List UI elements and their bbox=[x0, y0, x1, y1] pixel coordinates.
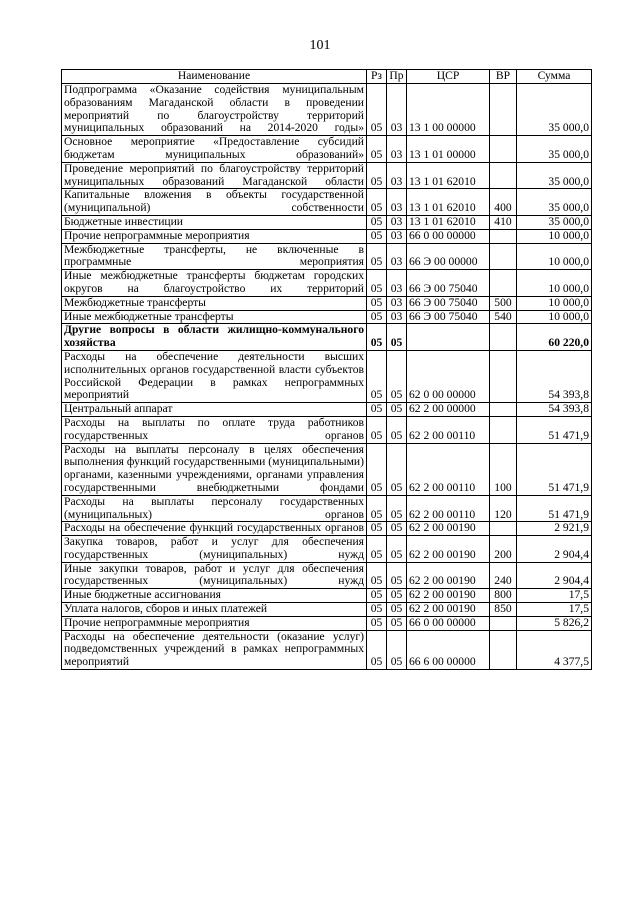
cell-vr bbox=[490, 243, 517, 270]
cell-name: Расходы на выплаты персоналу государственных (муниципальных) органов bbox=[62, 495, 367, 522]
cell-sum: 35 000,0 bbox=[517, 189, 592, 216]
cell-pr: 05 bbox=[387, 536, 407, 563]
cell-rz: 05 bbox=[367, 162, 387, 189]
cell-csr: 66 Э 00 75040 bbox=[407, 310, 490, 324]
cell-vr: 410 bbox=[490, 215, 517, 229]
cell-rz: 05 bbox=[367, 403, 387, 417]
table-row bbox=[62, 403, 592, 417]
cell-csr: 62 2 00 00190 bbox=[407, 536, 490, 563]
cell-sum: 54 393,8 bbox=[517, 350, 592, 402]
cell-name: Основное мероприятие «Предоставление субсидий бюджетам муниципальных образований» bbox=[62, 136, 367, 163]
cell-sum: 51 471,9 bbox=[517, 416, 592, 443]
cell-pr: 05 bbox=[387, 324, 407, 351]
cell-name: Расходы на обеспечение деятельности высших исполнительных органов государственной власти субъектов Российской Федерации в рамках непрограммных мероприятий bbox=[62, 350, 367, 402]
table-row bbox=[62, 84, 592, 136]
table-row bbox=[62, 536, 592, 563]
table-row bbox=[62, 603, 592, 617]
cell-csr: 66 0 00 00000 bbox=[407, 229, 490, 243]
cell-rz: 05 bbox=[367, 495, 387, 522]
cell-csr: 66 0 00 00000 bbox=[407, 616, 490, 630]
cell-vr: 500 bbox=[490, 296, 517, 310]
cell-csr: 62 2 00 00190 bbox=[407, 562, 490, 589]
cell-pr: 05 bbox=[387, 630, 407, 669]
cell-name: Капитальные вложения в объекты государственной (муниципальной) собственности bbox=[62, 189, 367, 216]
cell-rz: 05 bbox=[367, 562, 387, 589]
cell-rz: 05 bbox=[367, 324, 387, 351]
cell-pr: 03 bbox=[387, 243, 407, 270]
cell-rz: 05 bbox=[367, 589, 387, 603]
cell-pr: 05 bbox=[387, 350, 407, 402]
cell-vr bbox=[490, 416, 517, 443]
cell-vr: 120 bbox=[490, 495, 517, 522]
cell-name: Расходы на выплаты по оплате труда работников государственных органов bbox=[62, 416, 367, 443]
table-row bbox=[62, 296, 592, 310]
cell-sum: 60 220,0 bbox=[517, 324, 592, 351]
cell-csr: 62 2 00 00190 bbox=[407, 522, 490, 536]
cell-pr: 03 bbox=[387, 84, 407, 136]
cell-name: Межбюджетные трансферты bbox=[62, 296, 367, 310]
cell-vr bbox=[490, 616, 517, 630]
cell-sum: 51 471,9 bbox=[517, 495, 592, 522]
cell-pr: 05 bbox=[387, 522, 407, 536]
cell-pr: 03 bbox=[387, 296, 407, 310]
table-row bbox=[62, 162, 592, 189]
cell-name: Центральный аппарат bbox=[62, 403, 367, 417]
cell-pr: 05 bbox=[387, 603, 407, 617]
table-row bbox=[62, 522, 592, 536]
header-sum: Сумма bbox=[517, 70, 592, 84]
cell-name: Уплата налогов, сборов и иных платежей bbox=[62, 603, 367, 617]
cell-sum: 10 000,0 bbox=[517, 296, 592, 310]
cell-name: Прочие непрограммные мероприятия bbox=[62, 229, 367, 243]
cell-vr bbox=[490, 84, 517, 136]
cell-sum: 35 000,0 bbox=[517, 215, 592, 229]
cell-name: Другие вопросы в области жилищно-коммунального хозяйства bbox=[62, 324, 367, 351]
cell-sum: 10 000,0 bbox=[517, 229, 592, 243]
cell-vr: 240 bbox=[490, 562, 517, 589]
table-row bbox=[62, 350, 592, 402]
cell-rz: 05 bbox=[367, 229, 387, 243]
cell-sum: 2 904,4 bbox=[517, 562, 592, 589]
cell-name: Расходы на обеспечение функций государственных органов bbox=[62, 522, 367, 536]
cell-pr: 05 bbox=[387, 589, 407, 603]
cell-name: Иные межбюджетные трансферты bbox=[62, 310, 367, 324]
cell-sum: 10 000,0 bbox=[517, 270, 592, 297]
cell-rz: 05 bbox=[367, 630, 387, 669]
cell-csr: 62 2 00 00190 bbox=[407, 603, 490, 617]
cell-pr: 03 bbox=[387, 215, 407, 229]
cell-csr: 13 1 00 00000 bbox=[407, 84, 490, 136]
cell-csr: 66 6 00 00000 bbox=[407, 630, 490, 669]
cell-pr: 03 bbox=[387, 229, 407, 243]
cell-name: Закупка товаров, работ и услуг для обеспечения государственных (муниципальных) нужд bbox=[62, 536, 367, 563]
cell-vr bbox=[490, 324, 517, 351]
cell-rz: 05 bbox=[367, 310, 387, 324]
cell-vr: 850 bbox=[490, 603, 517, 617]
header-csr: ЦСР bbox=[407, 70, 490, 84]
cell-vr: 540 bbox=[490, 310, 517, 324]
table-row bbox=[62, 443, 592, 495]
cell-vr bbox=[490, 136, 517, 163]
cell-rz: 05 bbox=[367, 84, 387, 136]
cell-pr: 05 bbox=[387, 403, 407, 417]
cell-sum: 17,5 bbox=[517, 589, 592, 603]
cell-sum: 4 377,5 bbox=[517, 630, 592, 669]
cell-vr: 400 bbox=[490, 189, 517, 216]
table-row bbox=[62, 229, 592, 243]
cell-pr: 03 bbox=[387, 136, 407, 163]
cell-vr bbox=[490, 522, 517, 536]
table-row bbox=[62, 189, 592, 216]
cell-sum: 51 471,9 bbox=[517, 443, 592, 495]
cell-vr bbox=[490, 403, 517, 417]
page-number: 101 bbox=[309, 38, 331, 53]
table-body bbox=[62, 84, 592, 670]
cell-name: Иные бюджетные ассигнования bbox=[62, 589, 367, 603]
cell-sum: 35 000,0 bbox=[517, 84, 592, 136]
cell-sum: 2 904,4 bbox=[517, 536, 592, 563]
cell-vr: 800 bbox=[490, 589, 517, 603]
cell-pr: 05 bbox=[387, 616, 407, 630]
cell-rz: 05 bbox=[367, 522, 387, 536]
cell-pr: 05 bbox=[387, 416, 407, 443]
cell-rz: 05 bbox=[367, 243, 387, 270]
table-row bbox=[62, 495, 592, 522]
cell-pr: 03 bbox=[387, 310, 407, 324]
cell-csr: 62 2 00 00190 bbox=[407, 589, 490, 603]
table-row bbox=[62, 243, 592, 270]
cell-vr bbox=[490, 630, 517, 669]
cell-pr: 03 bbox=[387, 189, 407, 216]
cell-name: Иные межбюджетные трансферты бюджетам городских округов на благоустройство их территорий bbox=[62, 270, 367, 297]
cell-vr bbox=[490, 229, 517, 243]
cell-name: Межбюджетные трансферты, не включенные в программные мероприятия bbox=[62, 243, 367, 270]
budget-table bbox=[61, 69, 592, 670]
table-row bbox=[62, 215, 592, 229]
cell-rz: 05 bbox=[367, 189, 387, 216]
cell-name: Бюджетные инвестиции bbox=[62, 215, 367, 229]
cell-sum: 35 000,0 bbox=[517, 162, 592, 189]
table-row bbox=[62, 270, 592, 297]
cell-sum: 35 000,0 bbox=[517, 136, 592, 163]
cell-rz: 05 bbox=[367, 416, 387, 443]
cell-vr bbox=[490, 350, 517, 402]
header-pr: Пр bbox=[387, 70, 407, 84]
cell-sum: 54 393,8 bbox=[517, 403, 592, 417]
cell-pr: 05 bbox=[387, 495, 407, 522]
cell-csr: 62 2 00 00110 bbox=[407, 443, 490, 495]
cell-rz: 05 bbox=[367, 603, 387, 617]
header-vr: ВР bbox=[490, 70, 517, 84]
cell-vr bbox=[490, 162, 517, 189]
cell-csr: 13 1 01 62010 bbox=[407, 215, 490, 229]
cell-rz: 05 bbox=[367, 215, 387, 229]
cell-rz: 05 bbox=[367, 270, 387, 297]
cell-rz: 05 bbox=[367, 536, 387, 563]
cell-csr: 62 2 00 00000 bbox=[407, 403, 490, 417]
cell-csr: 13 1 01 00000 bbox=[407, 136, 490, 163]
cell-csr: 66 Э 00 00000 bbox=[407, 243, 490, 270]
cell-vr: 200 bbox=[490, 536, 517, 563]
table-row bbox=[62, 136, 592, 163]
cell-name: Прочие непрограммные мероприятия bbox=[62, 616, 367, 630]
cell-sum: 10 000,0 bbox=[517, 310, 592, 324]
cell-pr: 05 bbox=[387, 443, 407, 495]
cell-name: Проведение мероприятий по благоустройству территорий муниципальных образований Магаданской области bbox=[62, 162, 367, 189]
cell-sum: 10 000,0 bbox=[517, 243, 592, 270]
table-row bbox=[62, 616, 592, 630]
table-header-row bbox=[62, 70, 592, 84]
cell-csr: 66 Э 00 75040 bbox=[407, 296, 490, 310]
cell-vr: 100 bbox=[490, 443, 517, 495]
cell-rz: 05 bbox=[367, 443, 387, 495]
cell-rz: 05 bbox=[367, 616, 387, 630]
header-rz: Рз bbox=[367, 70, 387, 84]
cell-sum: 17,5 bbox=[517, 603, 592, 617]
table-row bbox=[62, 562, 592, 589]
cell-pr: 03 bbox=[387, 270, 407, 297]
cell-csr: 13 1 01 62010 bbox=[407, 162, 490, 189]
cell-name: Подпрограмма «Оказание содействия муниципальным образованиям Магаданской области в проведении мероприятий по благоустройству территорий муниципальных образований на 2014-2020 годы» bbox=[62, 84, 367, 136]
cell-pr: 05 bbox=[387, 562, 407, 589]
cell-csr: 13 1 01 62010 bbox=[407, 189, 490, 216]
cell-csr: 66 Э 00 75040 bbox=[407, 270, 490, 297]
table-row bbox=[62, 589, 592, 603]
cell-csr: 62 2 00 00110 bbox=[407, 416, 490, 443]
table-row bbox=[62, 630, 592, 669]
cell-rz: 05 bbox=[367, 136, 387, 163]
cell-name: Расходы на обеспечение деятельности (оказание услуг) подведомственных учреждений в рамках непрограммных мероприятий bbox=[62, 630, 367, 669]
table-row bbox=[62, 416, 592, 443]
cell-name: Расходы на выплаты персоналу в целях обеспечения выполнения функций государственными (муниципальными) органами, казенными учреждениями, органами управления государственными внебюджетными фондами bbox=[62, 443, 367, 495]
table-row bbox=[62, 310, 592, 324]
cell-rz: 05 bbox=[367, 350, 387, 402]
cell-vr bbox=[490, 270, 517, 297]
cell-csr: 62 2 00 00110 bbox=[407, 495, 490, 522]
cell-sum: 5 826,2 bbox=[517, 616, 592, 630]
cell-name: Иные закупки товаров, работ и услуг для обеспечения государственных (муниципальных) нужд bbox=[62, 562, 367, 589]
cell-csr bbox=[407, 324, 490, 351]
cell-sum: 2 921,9 bbox=[517, 522, 592, 536]
cell-csr: 62 0 00 00000 bbox=[407, 350, 490, 402]
cell-rz: 05 bbox=[367, 296, 387, 310]
table-row bbox=[62, 324, 592, 351]
header-name: Наименование bbox=[62, 70, 367, 84]
cell-pr: 03 bbox=[387, 162, 407, 189]
